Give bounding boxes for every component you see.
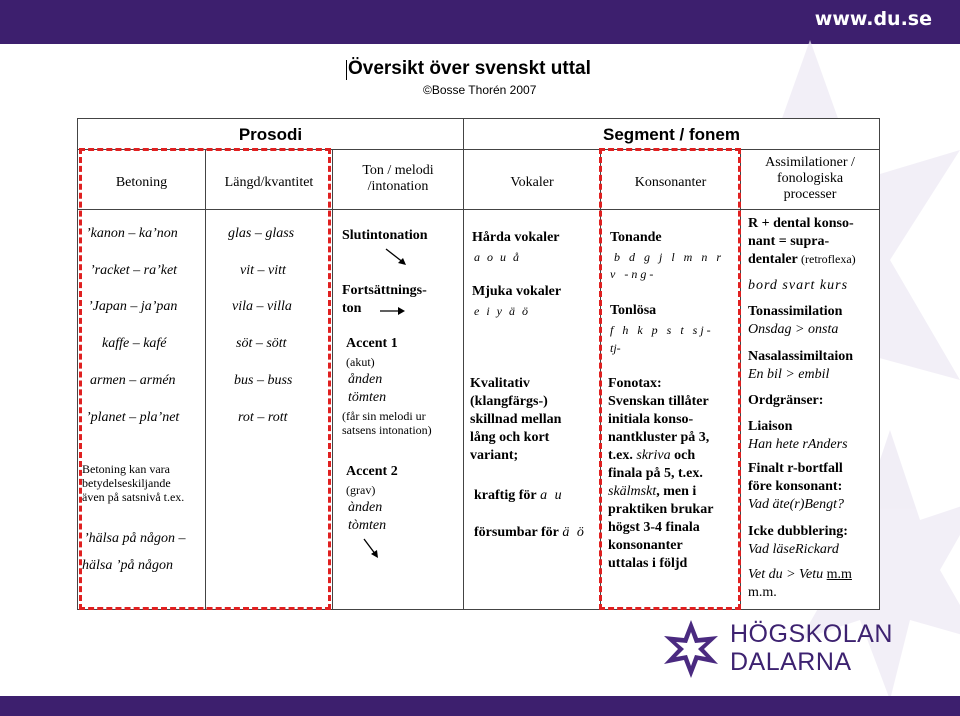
vokaler-mjuka: Mjuka vokaler [472, 284, 562, 299]
vokaler-kraftig-label: kraftig för [474, 488, 537, 503]
konsonanter-tonande-list: b d g j l m n r [614, 250, 725, 264]
column-header-betoning: Betoning [115, 175, 168, 190]
vokaler-kvalitativ-line: Kvalitativ [470, 376, 530, 391]
group-header-segment: Segment / fonem [603, 125, 740, 144]
konsonanter-text: t.ex. [608, 448, 633, 463]
group-header-prosodi: Prosodi [238, 125, 303, 144]
logo-line: HÖGSKOLAN [730, 620, 893, 648]
ton-accent1: Accent 1 [346, 336, 398, 351]
highlight-box-prosodi [79, 148, 331, 610]
vokaler-kvalitativ-line: skillnad mellan [470, 412, 562, 427]
assim-mm-end: m.m. [748, 585, 777, 600]
konsonanter-example-word: skriva [636, 448, 671, 463]
konsonanter-fonotax-line: finala på 5, t.ex. [608, 466, 703, 481]
ton-accent1-example: ånden [348, 372, 383, 387]
langd-example: bus – buss [234, 373, 293, 388]
betoning-example: ’kanon – ka’non [86, 226, 178, 241]
assim-retroflex-line [748, 251, 856, 269]
site-url[interactable]: www.du.se [814, 8, 932, 30]
assim-retroflex [748, 215, 856, 269]
vokaler-forsumbar-label: försumbar för [474, 525, 559, 540]
vokaler-kraftig [474, 487, 564, 505]
betoning-example: ’racket – ra’ket [90, 263, 178, 278]
assim-retroflex-example: bord svart kurs [748, 278, 849, 293]
assim-nasal: Nasalassimiltaion [748, 349, 854, 364]
assim-retroflex-line: nant = supra- [748, 234, 830, 249]
assim-text: dentaler [748, 252, 798, 267]
column-header-assim-line: Assimilationer / [765, 155, 855, 170]
betoning-note-line: Betoning kan vara [82, 462, 170, 476]
vokaler-forsumbar [474, 524, 586, 542]
logo-wordmark [730, 620, 893, 676]
text-cursor [346, 60, 347, 80]
konsonanter-text: och [674, 448, 696, 463]
konsonanter-tonande: Tonande [610, 230, 662, 245]
assim-tonassimilation: Tonassimilation [748, 304, 843, 319]
column-header-assim-line: processer [783, 187, 837, 202]
vokaler-kvalitativ-line: lång och kort [470, 430, 550, 445]
langd-example: vit – vitt [240, 263, 286, 278]
assim-finalt [748, 460, 843, 496]
konsonanter-text: , men i [656, 484, 697, 499]
betoning-example: ’planet – pla’net [86, 410, 180, 425]
ton-accent1-example: tömten [348, 390, 387, 405]
ton-accent2-example: ànden [348, 500, 383, 515]
group-divider [463, 119, 464, 610]
betoning-example: ’Japan – ja’pan [88, 299, 178, 314]
assim-icke-dubblering: Icke dubblering: [748, 524, 848, 539]
assim-text: (retroflexa) [801, 252, 856, 266]
bottom-banner [0, 696, 960, 716]
konsonanter-tonlosa-list2: tj- [610, 341, 621, 355]
vokaler-harda: Hårda vokaler [472, 230, 560, 245]
ton-note [342, 409, 432, 437]
assim-nasal-example: En bil > embil [748, 367, 830, 382]
betoning-note-line: även på satsnivå t.ex. [82, 490, 185, 504]
ton-note-line: satsens intonation) [342, 423, 432, 437]
konsonanter-fonotax-line: initiala konso- [608, 412, 694, 427]
betoning-note-line: betydelseskiljande [82, 476, 171, 490]
ton-fortsattning-line: ton [342, 301, 362, 316]
column-header-vokaler: Vokaler [510, 175, 554, 190]
falling-arrow-icon [384, 245, 408, 269]
vokaler-kvalitativ [470, 375, 561, 465]
assim-finalt-line: Finalt r-bortfall [748, 461, 843, 476]
column-header-langd: Längd/kvantitet [224, 175, 314, 190]
column-header-assim-line: fonologiska [776, 171, 844, 186]
column-header-ton-line: /intonation [367, 179, 429, 194]
vokaler-kvalitativ-line: (klangfärgs-) [470, 394, 548, 409]
betoning-sentence: ’hälsa på någon – [84, 531, 186, 546]
betoning-example: kaffe – kafé [102, 336, 167, 351]
assim-vet-example: Vet du > Vetu [748, 567, 824, 582]
ton-grav: (grav) [346, 483, 376, 497]
assim-tonassimilation-example: Onsdag > onsta [748, 322, 839, 337]
falling-arrow-icon [362, 537, 382, 561]
ton-note-line: (får sin melodi ur [342, 409, 426, 423]
document-title: Översikt över svenskt uttal [348, 58, 591, 79]
hogskolan-dalarna-logo [660, 618, 930, 680]
ton-slutintonation: Slutintonation [342, 228, 428, 243]
column-header-ton [333, 163, 463, 195]
logo-line: DALARNA [730, 648, 852, 676]
highlight-box-konsonanter [599, 148, 741, 610]
konsonanter-fonotax-line: högst 3-4 finala [608, 520, 700, 535]
ton-fortsattning-line: Fortsättnings- [342, 283, 427, 298]
konsonanter-tonlosa: Tonlösa [610, 303, 657, 318]
konsonanter-fonotax-line: uttalas i följd [608, 556, 688, 571]
langd-example: söt – sött [236, 336, 287, 351]
konsonanter-fonotax-line: praktiken brukar [608, 502, 714, 517]
langd-example: vila – villa [232, 299, 292, 314]
assim-icke-example: Vad läseRickard [748, 542, 839, 557]
langd-example: rot – rott [238, 410, 288, 425]
assim-finalt-example: Vad äte(r)Bengt? [748, 497, 845, 512]
column-header-ton-line: Ton / melodi [362, 163, 434, 178]
betoning-example: armen – armén [90, 373, 176, 388]
konsonanter-fonotax-line: Fonotax: [608, 376, 662, 391]
vokaler-harda-list: a o u å [474, 250, 521, 264]
ton-accent2: Accent 2 [346, 464, 398, 479]
konsonanter-fonotax-line: konsonanter [608, 538, 683, 553]
assim-mm: m.m [826, 567, 852, 582]
ton-accent2-example: tòmten [348, 518, 387, 533]
konsonanter-tonande-list2: v -ng- [610, 267, 657, 281]
level-arrow-icon [378, 305, 406, 317]
logo-star-icon [660, 618, 722, 680]
assim-liaison-example: Han hete rAnders [748, 437, 848, 452]
assim-vet-du [748, 566, 852, 584]
document-subtitle: ©Bosse Thorén 2007 [423, 83, 537, 97]
column-divider [332, 149, 333, 610]
ton-akut: (akut) [346, 355, 375, 369]
assim-liaison: Liaison [748, 419, 793, 434]
konsonanter-fonotax-line: nantkluster på 3, [608, 430, 710, 445]
vokaler-kraftig-list: a u [540, 488, 564, 503]
vokaler-forsumbar-list: ä ö [562, 525, 586, 540]
assim-ordgranser: Ordgränser: [748, 393, 824, 408]
vokaler-kvalitativ-line: variant; [470, 448, 519, 463]
konsonanter-tonlosa-list: f h k p s t sj- [610, 323, 714, 337]
konsonanter-fonotax-line: Svenskan tillåter [608, 394, 709, 409]
vokaler-mjuka-list: e i y ä ö [474, 304, 530, 318]
assim-retroflex-line: R + dental konso- [748, 216, 854, 231]
betoning-sentence: hälsa ’på någon [82, 558, 173, 573]
konsonanter-example-word: skälmskt [608, 484, 657, 499]
assim-finalt-line: före konsonant: [748, 479, 843, 494]
column-header-assimilationer [741, 155, 879, 203]
column-header-konsonanter: Konsonanter [634, 175, 707, 190]
langd-example: glas – glass [228, 226, 295, 241]
